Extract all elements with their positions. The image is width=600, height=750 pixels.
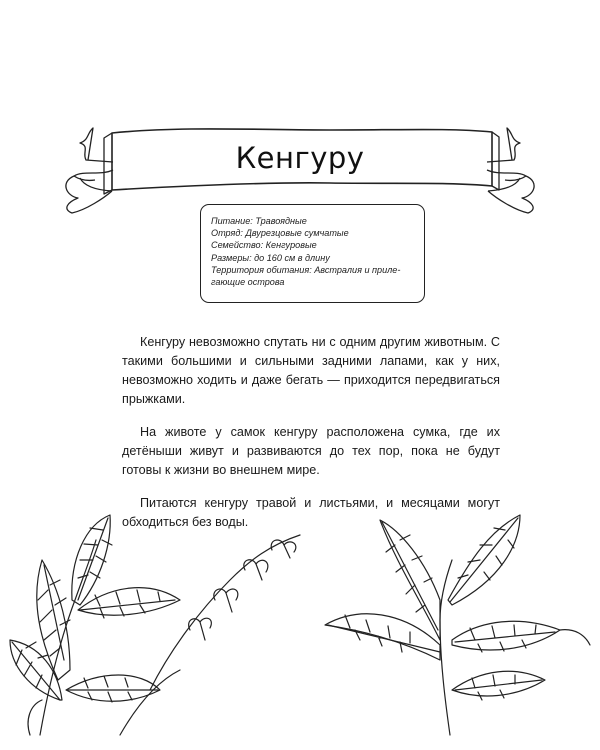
facts-box	[200, 204, 425, 303]
plants-illustration	[0, 505, 600, 750]
left-leaf-icon	[10, 515, 300, 735]
title-banner	[0, 0, 600, 220]
fact-line: Территория обитания: Австралия и приле-	[211, 264, 401, 275]
fact-line: Питание: Травоядные	[211, 216, 307, 226]
right-leaf-icon	[325, 515, 590, 735]
fact-line: Семейство: Кенгуровые	[211, 240, 317, 251]
fact-line: Отряд: Двурезцовые сумчатые	[211, 228, 349, 239]
paragraph: Питаются кенгуру травой и листьями, и месяцами могут обходиться без воды.	[122, 496, 500, 529]
paragraph: На животе у самок кенгуру расположена сумка, где их детёныши живут и развиваются до тех пор, пока не будут готовы к жизни во внешнем мире.	[122, 425, 500, 477]
page-title: Кенгуру	[235, 141, 365, 175]
banner-ribbon-icon	[0, 0, 600, 220]
fact-line: Размеры: до 160 см в длину	[211, 252, 330, 263]
paragraph: Кенгуру невозможно спутать ни с одним другим животным. С такими большими и сильными задними лапами, как у них, невозможно ходить и даже бегать — приходится передвигаться прыжками.	[122, 335, 500, 406]
fact-line: гающие острова	[211, 277, 285, 288]
